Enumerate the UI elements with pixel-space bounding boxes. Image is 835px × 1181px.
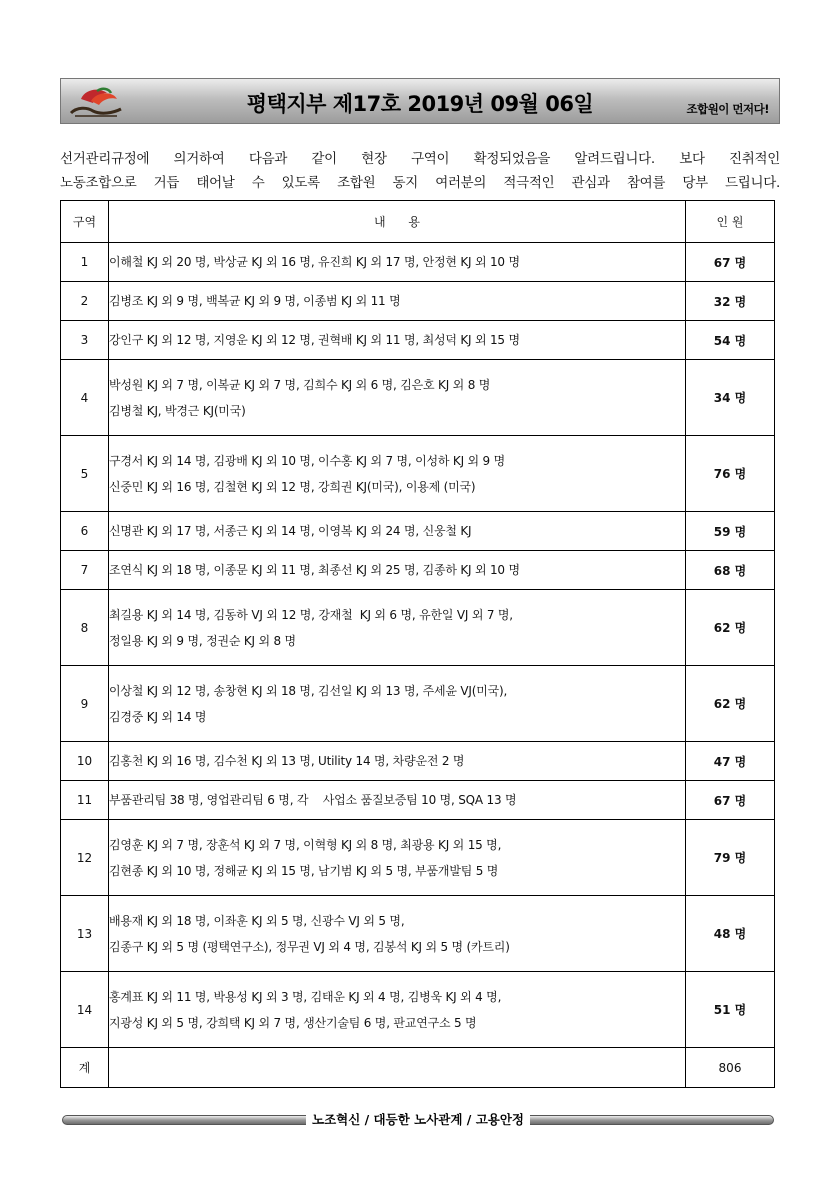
member-line: 김병조 KJ 외 9 명, 백복균 KJ 외 9 명, 이종범 KJ 외 11 명 (109, 294, 401, 308)
zone-count: 51 명 (686, 972, 775, 1048)
newsletter-header (60, 78, 780, 124)
zone-members (109, 512, 686, 551)
zone-number: 11 (61, 781, 109, 820)
table-row (61, 512, 775, 551)
zone-count: 59 명 (686, 512, 775, 551)
zone-number: 1 (61, 243, 109, 282)
zone-members (109, 781, 686, 820)
footer-bar (62, 1111, 774, 1129)
member-line: 김경중 KJ 외 14 명 (109, 709, 207, 724)
zone-members (109, 360, 686, 436)
total-count: 806 (686, 1048, 775, 1088)
zone-number: 7 (61, 551, 109, 590)
table-row (61, 590, 775, 666)
header-content: 내 용 (109, 201, 686, 243)
header-zone: 구역 (61, 201, 109, 243)
zone-members (109, 551, 686, 590)
intro-line: 노동조합으로 거듭 태어날 수 있도록 조합원 동지 여러분의 적극적인 관심과 참여를 당부 드립니다. (60, 175, 780, 191)
member-line: 김병철 KJ, 박경근 KJ(미국) (109, 403, 246, 418)
zone-members (109, 590, 686, 666)
zone-count: 62 명 (686, 590, 775, 666)
zone-count: 54 명 (686, 321, 775, 360)
member-line: 구경서 KJ 외 14 명, 김광배 KJ 외 10 명, 이수홍 KJ 외 7 명, 이성하 KJ 외 9 명 (109, 453, 506, 468)
zone-number: 8 (61, 590, 109, 666)
header-count: 인 원 (686, 201, 775, 243)
total-content (109, 1048, 686, 1088)
zone-number: 4 (61, 360, 109, 436)
table-row (61, 321, 775, 360)
member-line: 이상철 KJ 외 12 명, 송창현 KJ 외 18 명, 김선일 KJ 외 13 명, 주세윤 VJ(미국), (109, 683, 508, 698)
member-line: 김종구 KJ 외 5 명 (평택연구소), 정무권 VJ 외 4 명, 김봉석 KJ 외 5 명 (카트리) (109, 939, 510, 954)
table-body (61, 243, 775, 1088)
zone-number: 13 (61, 896, 109, 972)
table-row (61, 781, 775, 820)
zone-members (109, 820, 686, 896)
member-line: 정일용 KJ 외 9 명, 정권순 KJ 외 8 명 (109, 633, 296, 648)
zone-members (109, 972, 686, 1048)
zone-count: 76 명 (686, 436, 775, 512)
zone-number: 2 (61, 282, 109, 321)
zone-number: 5 (61, 436, 109, 512)
table-header-row (61, 201, 775, 243)
zone-table (60, 200, 775, 1088)
zone-count: 32 명 (686, 282, 775, 321)
member-line: 조연식 KJ 외 18 명, 이종문 KJ 외 11 명, 최종선 KJ 외 25 명, 김종하 KJ 외 10 명 (109, 563, 520, 577)
zone-number: 14 (61, 972, 109, 1048)
member-line: 신명관 KJ 외 17 명, 서종근 KJ 외 14 명, 이영복 KJ 외 24 명, 신웅철 KJ (109, 524, 472, 538)
zone-count: 68 명 (686, 551, 775, 590)
member-line: 지광성 KJ 외 5 명, 강희택 KJ 외 7 명, 생산기술팀 6 명, 판교연구소 5 명 (109, 1015, 477, 1030)
zone-number: 6 (61, 512, 109, 551)
member-line: 박성원 KJ 외 7 명, 이복균 KJ 외 7 명, 김희수 KJ 외 6 명, 김은호 KJ 외 8 명 (109, 377, 491, 392)
zone-members (109, 742, 686, 781)
table-row (61, 896, 775, 972)
member-line: 신중민 KJ 외 16 명, 김철현 KJ 외 12 명, 강희권 KJ(미국), 이용제 (미국) (109, 479, 476, 494)
zone-count: 62 명 (686, 666, 775, 742)
table-row (61, 820, 775, 896)
member-line: 김홍천 KJ 외 16 명, 김수천 KJ 외 13 명, Utility 14 명, 차량운전 2 명 (109, 754, 465, 768)
table-row (61, 436, 775, 512)
member-line: 강인구 KJ 외 12 명, 지영운 KJ 외 12 명, 권혁배 KJ 외 11 명, 최성덕 KJ 외 15 명 (109, 333, 520, 347)
zone-members (109, 282, 686, 321)
member-line: 김영훈 KJ 외 7 명, 장훈석 KJ 외 7 명, 이혁형 KJ 외 8 명, 최광용 KJ 외 15 명, (109, 837, 502, 852)
member-line: 홍계표 KJ 외 11 명, 박용성 KJ 외 3 명, 김태운 KJ 외 4 명, 김병욱 KJ 외 4 명, (109, 989, 502, 1004)
zone-members (109, 321, 686, 360)
zone-members (109, 666, 686, 742)
zone-number: 12 (61, 820, 109, 896)
table-row (61, 666, 775, 742)
header-slogan: 조합원이 먼저다! (686, 102, 769, 116)
member-line: 김현종 KJ 외 10 명, 정해균 KJ 외 15 명, 남기범 KJ 외 5 명, 부품개발팀 5 명 (109, 863, 499, 878)
zone-count: 47 명 (686, 742, 775, 781)
member-line: 이해철 KJ 외 20 명, 박상균 KJ 외 16 명, 유진희 KJ 외 17 명, 안정현 KJ 외 10 명 (109, 255, 520, 269)
zone-count: 34 명 (686, 360, 775, 436)
zone-number: 10 (61, 742, 109, 781)
zone-number: 9 (61, 666, 109, 742)
table-row (61, 360, 775, 436)
zone-count: 48 명 (686, 896, 775, 972)
footer-slogan: 노조혁신 / 대등한 노사관계 / 고용안정 (306, 1111, 530, 1129)
table-row (61, 972, 775, 1048)
total-label: 계 (61, 1048, 109, 1088)
table-row (61, 282, 775, 321)
member-line: 부품관리팀 38 명, 영업관리팀 6 명, 각 사업소 품질보증팀 10 명, SQA 13 명 (109, 793, 517, 807)
table-row (61, 551, 775, 590)
zone-members (109, 896, 686, 972)
zone-members (109, 436, 686, 512)
zone-number: 3 (61, 321, 109, 360)
zone-count: 79 명 (686, 820, 775, 896)
intro-line: 선거관리규정에 의거하여 다음과 같이 현장 구역이 확정되었음을 알려드립니다. 보다 진취적인 (60, 151, 780, 167)
table-row (61, 243, 775, 282)
total-row (61, 1048, 775, 1088)
zone-count: 67 명 (686, 781, 775, 820)
intro-paragraph (60, 147, 780, 195)
member-line: 배용재 KJ 외 18 명, 이좌훈 KJ 외 5 명, 신광수 VJ 외 5 명, (109, 913, 405, 928)
table-row (61, 742, 775, 781)
zone-count: 67 명 (686, 243, 775, 282)
zone-members (109, 243, 686, 282)
member-line: 최길용 KJ 외 14 명, 김동하 VJ 외 12 명, 강재철 KJ 외 6 명, 유한일 VJ 외 7 명, (109, 607, 513, 622)
newsletter-title: 평택지부 제17호 2019년 09월 06일 (246, 92, 594, 116)
